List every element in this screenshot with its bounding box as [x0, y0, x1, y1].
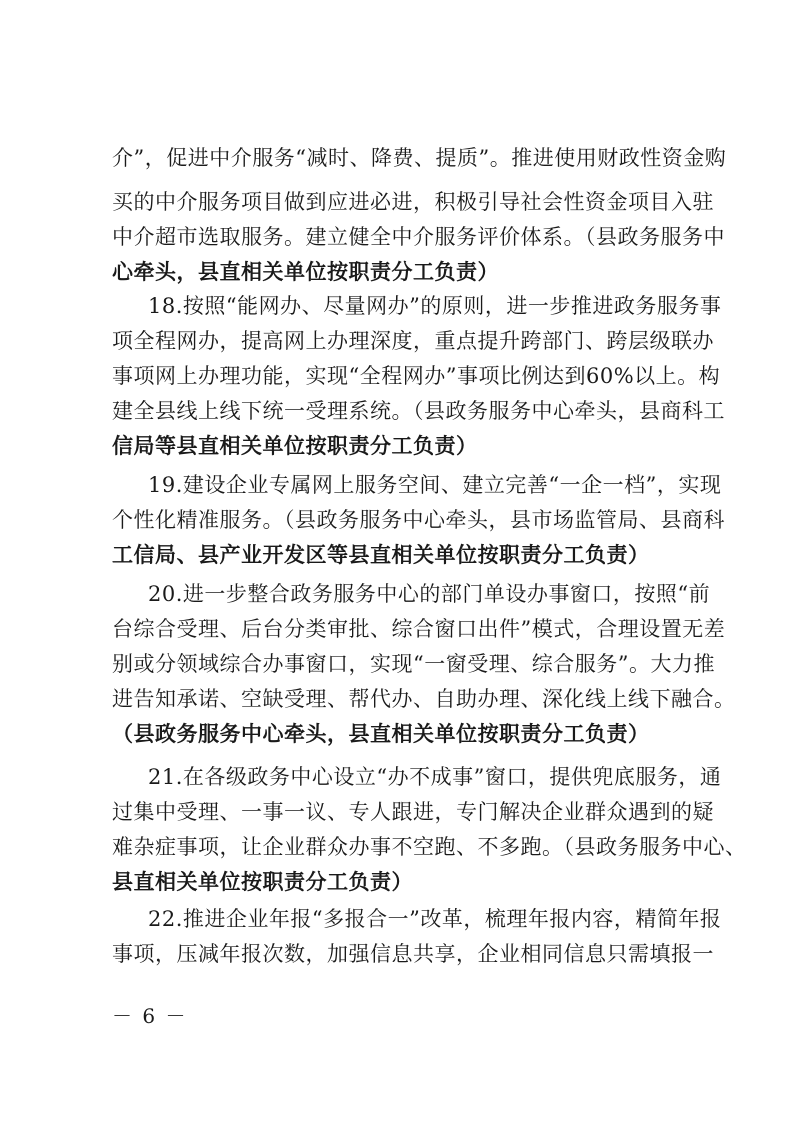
text-line-3: 中介超市选取服务。建立健全中介服务评价体系。（县政务服务中 [112, 225, 725, 249]
text-line-21: 县直相关单位按职责分工负责） [112, 869, 413, 894]
text-line-4: 心牵头，县直相关单位按职责分工负责） [112, 259, 499, 284]
text-line-9: 信局等县直相关单位按职责分工负责） [112, 433, 478, 458]
text-line-7: 事项网上办理功能，实现“全程网办”事项比例达到60%以上。构 [112, 364, 721, 388]
text-line-8: 建全县线上线下统一受理系统。（县政务服务中心牵头，县商科工 [112, 399, 725, 423]
text-line-23: 事项，压减年报次数，加强信息共享，企业相同信息只需填报一 [112, 942, 714, 966]
text-line-6: 项全程网办，提高网上办理深度，重点提升跨部门、跨层级联办 [112, 329, 714, 353]
text-line-11: 个性化精准服务。（县政务服务中心牵头，县市场监管局、县商科 [112, 508, 725, 532]
text-line-10: 19.建设企业专属网上服务空间、建立完善“一企一档”，实现 [148, 473, 722, 497]
text-line-14: 台综合受理、后台分类审批、综合窗口出件”模式，合理设置无差 [112, 617, 726, 641]
text-line-19: 过集中受理、一事一议、专人跟进，专门解决企业群众遇到的疑 [112, 800, 714, 824]
text-line-13: 20.进一步整合政务服务中心的部门单设办事窗口，按照“前 [148, 582, 711, 606]
text-line-1: 介”，促进中介服务“减时、降费、提质”。推进使用财政性资金购 [112, 146, 727, 170]
text-line-20: 难杂症事项，让企业群众办事不空跑、不多跑。（县政务服务中心、 [112, 835, 747, 859]
text-line-12: 工信局、县产业开发区等县直相关单位按职责分工负责） [112, 542, 650, 567]
page-number: － 6 － [112, 1004, 188, 1028]
text-line-16: 进告知承诺、空缺受理、帮代办、自助办理、深化线上线下融合。 [112, 687, 736, 711]
text-line-22: 22.推进企业年报“多报合一”改革，梳理年报内容，精简年报 [148, 907, 722, 931]
text-line-5: 18.按照“能网办、尽量网办”的原则，进一步推进政务服务事 [148, 294, 722, 318]
text-line-17: （县政务服务中心牵头，县直相关单位按职责分工负责） [112, 721, 650, 746]
text-line-15: 别或分领域综合办事窗口，实现“一窗受理、综合服务”。大力推 [112, 652, 715, 676]
text-line-2: 买的中介服务项目做到应进必进，积极引导社会性资金项目入驻 [112, 190, 714, 214]
text-line-18: 21.在各级政务中心设立“办不成事”窗口，提供兜底服务，通 [148, 765, 722, 789]
